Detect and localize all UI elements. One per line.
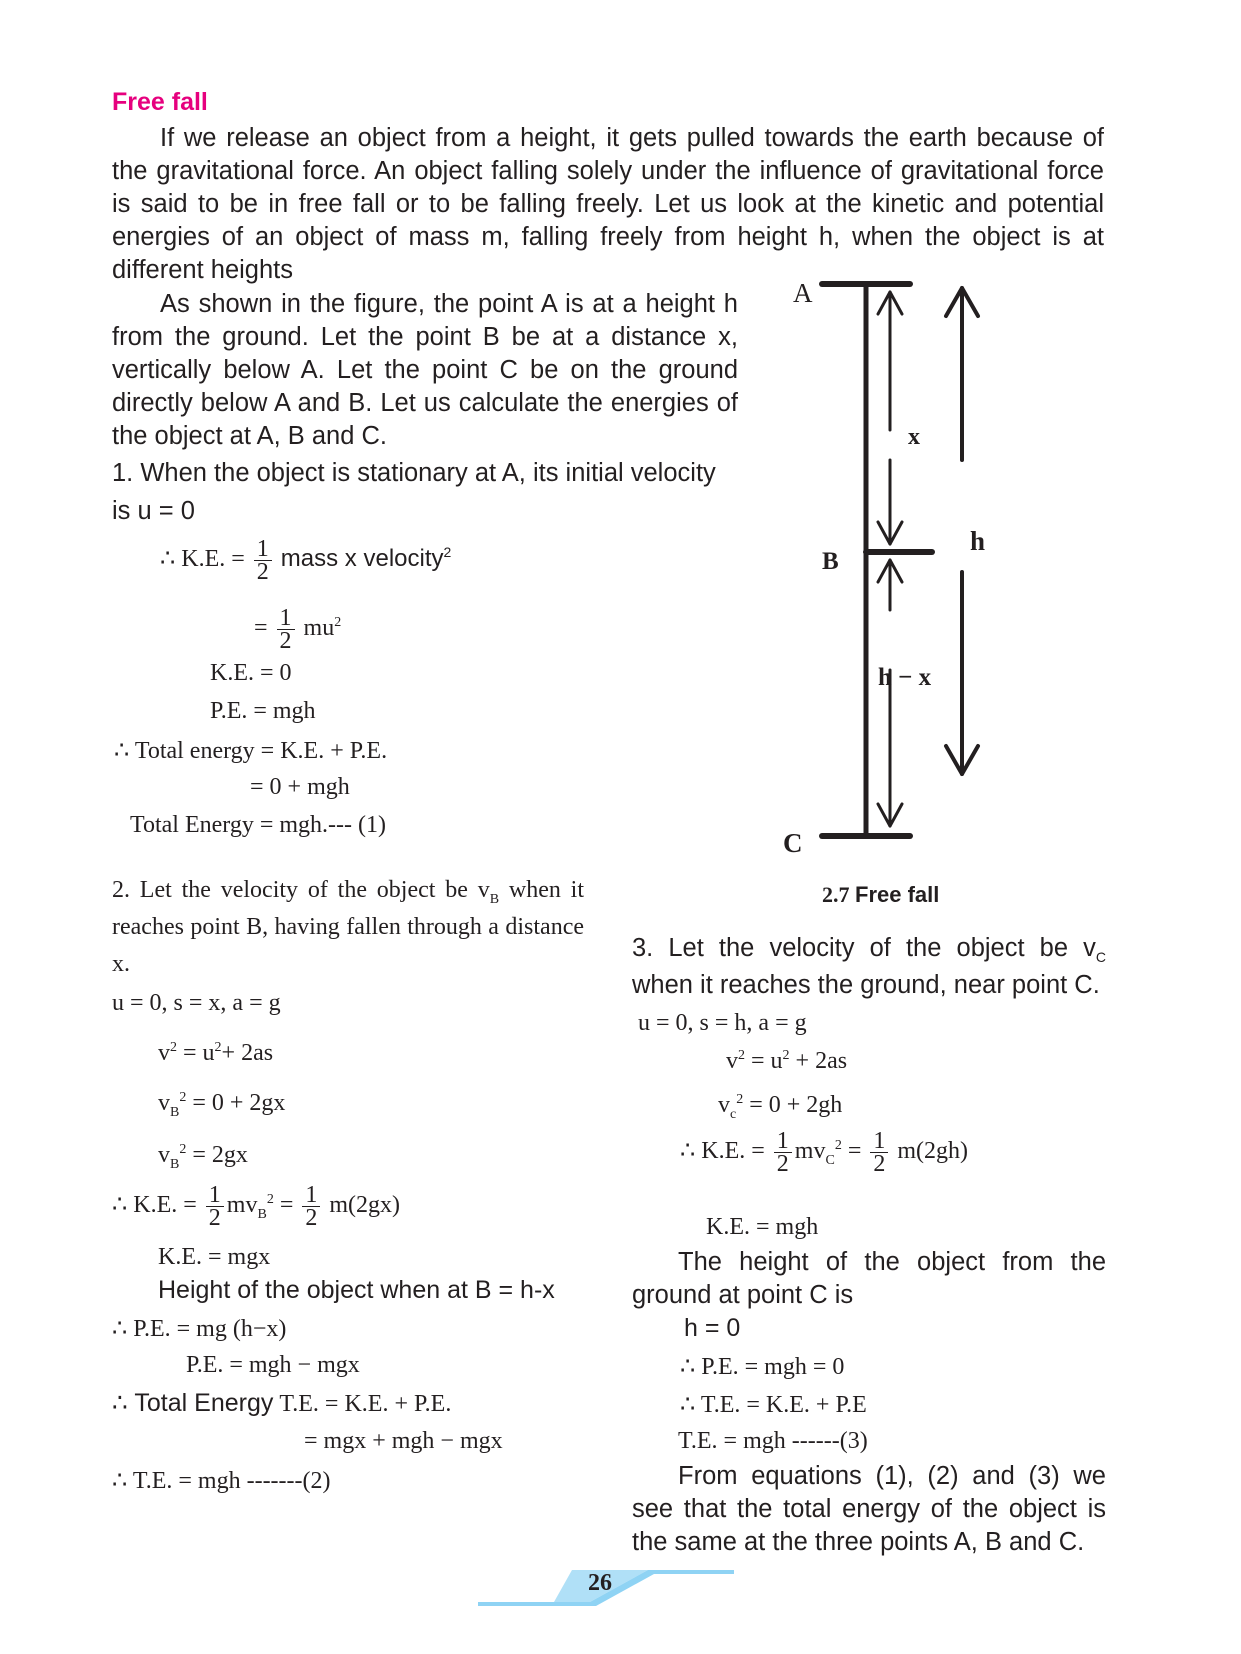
total-energy-result-1: Total Energy = mgh.--- (1) [130,812,387,838]
total-energy-b-line-2: = mgx + mgh − mgx [304,1428,503,1454]
v2-equation: $v^2 = u^2+ 2as$ [158,1040,274,1066]
intro-paragraph: If we release an object from a height, it gets pulled towards the earth because of the gravitational force. An object falling solely under the influence of gravitational force is said to be in free fall or to be falling freely. Let us look at the kinetic and potential energies of an object of mass m, falling freely from height h, when the object is at different heights [112,124,1104,284]
step-1-text: 1. When the object is stationary at A, its initial velocity is u = 0 [112,459,716,525]
conclusion-paragraph: From equations (1), (2) and (3) we see that the total energy of the object is the same at the three points A, B and C. [632,1462,1106,1556]
label-a: A [793,278,813,308]
half-fraction: $\frac{1}{2}$ [302,1184,320,1229]
label-b: B [822,548,839,575]
label-h: h [970,526,986,556]
label-x: x [908,424,920,450]
v2-equation-c: $v^2 = u^2 + 2as$ [726,1048,848,1074]
ke-formula-line: ∴ K.E. = $\frac{1}{2}$ mass x velocity$^2$ [160,536,452,585]
ke-c-line: ∴ K.E. = $\frac{1}{2}$ $mv_C^2$ = $\frac{1}{2}$ m(2gh) [680,1128,969,1177]
step-2-text: 2. Let the velocity of the object be $v_B$ when it reaches point B, having fallen through a distance x. [112,877,584,977]
ke-mgx-line: K.E. = mgx [158,1244,271,1270]
label-c: C [783,828,803,858]
ke-mgh-line: K.E. = mgh [706,1214,819,1240]
section-heading: Free fall [112,88,208,116]
given-c: u = 0, s = h, a = g [638,1010,807,1036]
pe-b-line: ∴ P.E. = mg (h−x) [112,1316,287,1342]
vb2-result: $v_B^2 = 2gx$ [158,1142,248,1172]
pe-b-line-2: P.E. = mgh − mgx [186,1352,360,1378]
figure-description-paragraph: As shown in the figure, the point A is at a height h from the ground. Let the point B be at a distance x, vertically below A. Let the point C be on the ground directly below A and B. Let us calculate the energies of the object at A, B and C. [112,290,738,450]
h-zero-line: h = 0 [684,1314,741,1342]
te-c-line: ∴ T.E. = K.E. + P.E [680,1392,867,1418]
ke-mu-line: = $\frac{1}{2}$ $mu^2$ [254,605,342,654]
height-c-text: The height of the object from the ground at point C is [632,1248,1106,1309]
half-fraction: $\frac{1}{2}$ [206,1184,224,1229]
total-energy-line: ∴ Total energy = K.E. + P.E. [114,738,388,764]
label-h-minus-x: h − x [878,664,932,691]
total-energy-result-2: ∴ T.E. = mgh -------(2) [112,1468,331,1494]
figure-caption: 2.7 Free fall [822,882,940,907]
half-fraction: $\frac{1}{2}$ [774,1130,792,1175]
half-fraction: $\frac{1}{2}$ [277,607,295,652]
pe-c-line: ∴ P.E. = mgh = 0 [680,1354,845,1380]
pe-line: P.E. = mgh [210,698,316,724]
free-fall-figure [760,270,1100,870]
given-b: u = 0, s = x, a = g [112,990,281,1016]
height-b-text: Height of the object when at B = h-x [158,1276,555,1304]
vc2-equation: $v_c^2 = 0 + 2gh$ [718,1092,843,1122]
step-3-text: 3. Let the velocity of the object be $v_C$ when it reaches the ground, near point C. [632,934,1106,999]
half-fraction: $\frac{1}{2}$ [870,1130,888,1175]
total-energy-line-2: = 0 + mgh [250,774,350,800]
half-fraction: $\frac{1}{2}$ [254,538,272,583]
ke-zero-line: K.E. = 0 [210,660,292,686]
page-number: 26 [588,1570,612,1596]
ke-b-line: ∴ K.E. = $\frac{1}{2}$ $mv_B^2$ = $\frac{1}{2}$ m(2gx) [112,1182,401,1231]
vb2-equation: $v_B^2 = 0 + 2gx$ [158,1090,286,1120]
total-energy-b-line: ∴ Total Energy T.E. = K.E. + P.E. [112,1389,452,1417]
total-energy-result-3: T.E. = mgh ------(3) [678,1428,868,1454]
